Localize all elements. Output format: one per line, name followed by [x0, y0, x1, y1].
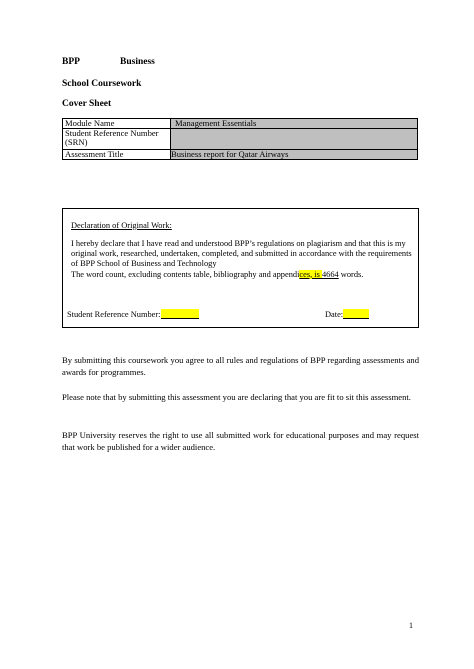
cover-sheet-heading: Cover Sheet [62, 99, 112, 109]
org-name-suffix: Business [120, 57, 155, 67]
word-count-line [71, 270, 413, 280]
word-count-prefix: The word count, excluding contents table, bibliography and appendi [71, 269, 300, 279]
date-blank[interactable] [343, 309, 369, 319]
date-label: Date: [325, 310, 344, 319]
declaration-box [62, 208, 419, 328]
table-row [63, 119, 418, 129]
table-row [63, 129, 418, 150]
assessment-info-table [62, 118, 418, 160]
student-ref-blank[interactable] [161, 309, 199, 319]
org-name: BPP [62, 57, 80, 67]
declaration-text: I hereby declare that I have read and understood BPP’s regulations on plagiarism and that this is my original work, researched, undertaken, completed, and submitted in accordance with the requirements of BPP School of Business and Technology [71, 239, 412, 269]
school-coursework-heading: School Coursework [62, 79, 142, 89]
date-signature [325, 309, 369, 320]
page-number: 1 [409, 621, 413, 630]
declaration-body [71, 239, 413, 280]
table-row [63, 150, 418, 160]
student-ref-signature [67, 309, 199, 320]
assessment-title-value: Business report for Qatar Airways [171, 150, 418, 160]
module-name-value: Management Essentials [171, 119, 418, 129]
word-count-value: 4664 [321, 269, 339, 279]
word-count-highlight: ces, is [299, 269, 322, 279]
usage-rights-paragraph: BPP University reserves the right to use all submitted work for educational purposes and may request that work be published for a wider audience. [62, 430, 419, 452]
fitness-paragraph: Please note that by submitting this assessment you are declaring that you are fit to sit this assessment. [62, 392, 411, 402]
word-count-suffix: words. [338, 269, 364, 279]
declaration-title: Declaration of Original Work: [71, 221, 172, 230]
srn-value [171, 129, 418, 150]
agreement-paragraph: By submitting this coursework you agree to all rules and regulations of BPP regarding assessments and awards for programmes. [62, 355, 419, 377]
assessment-title-label: Assessment Title [63, 150, 171, 160]
module-name-label: Module Name [63, 119, 171, 129]
student-ref-label: Student Reference Number: [67, 310, 161, 319]
srn-label: Student Reference Number (SRN) [63, 129, 171, 150]
